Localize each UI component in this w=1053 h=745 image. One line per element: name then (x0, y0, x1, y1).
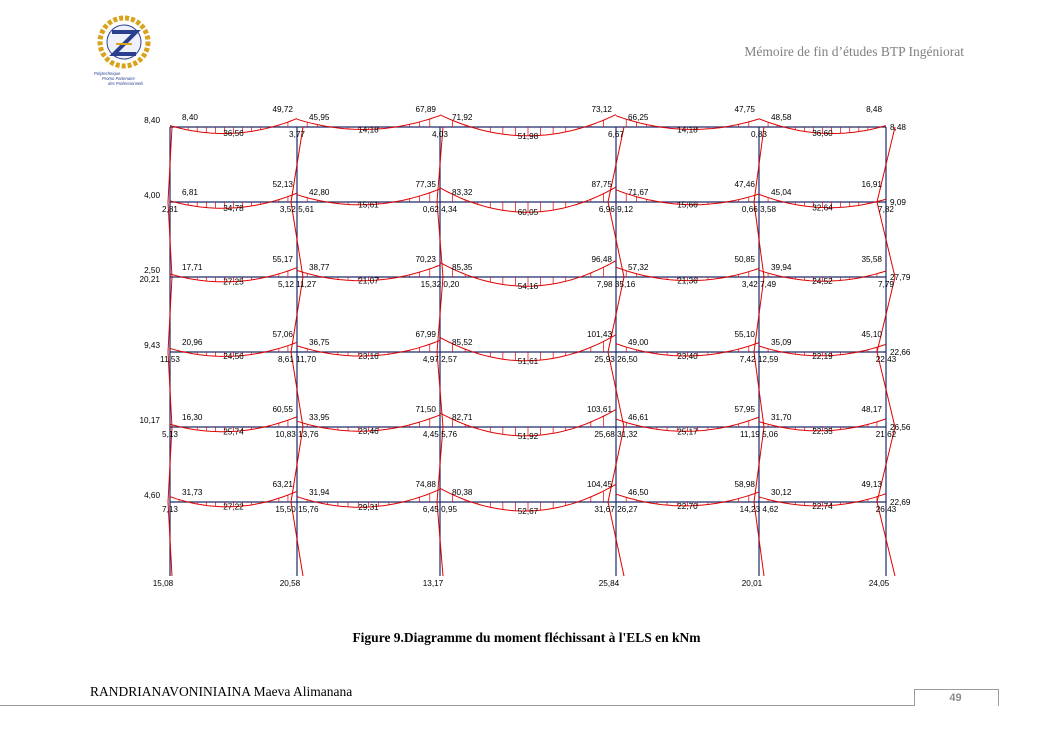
moment-value-label: 8,48 (866, 105, 882, 114)
moment-value-label: 82,71 (452, 413, 473, 422)
moment-value-label: 36,56 (223, 129, 244, 139)
moment-value-label: 31,94 (309, 488, 330, 497)
moment-value-label: 0,66 3,58 (741, 205, 777, 214)
moment-value-label: 29,31 (358, 502, 379, 512)
moment-value-label: 96,48 (591, 255, 612, 264)
moment-value-label: 58,98 (734, 480, 755, 489)
moment-value-label: 10,17 (139, 416, 160, 425)
moment-value-label: 24,56 (223, 352, 244, 362)
moment-value-label: 52,67 (517, 506, 539, 516)
moment-value-label: 34,78 (223, 203, 244, 213)
moment-value-label: 2,50 (144, 266, 160, 275)
moment-value-label: 46,50 (628, 488, 649, 497)
moment-value-label: 60,05 (517, 208, 539, 218)
moment-value-label: 32,64 (812, 203, 833, 213)
moment-value-label: 27,22 (223, 502, 244, 512)
moment-value-label: 27,25 (223, 277, 244, 287)
moment-value-label: 5,12 11,27 (277, 280, 317, 289)
moment-value-label: 0,83 (751, 130, 767, 139)
moment-value-label: 4,03 (432, 130, 448, 139)
moment-value-label: 52,13 (272, 180, 293, 189)
moment-value-label: 20,21 (139, 275, 160, 284)
moment-value-label: 14,18 (358, 125, 379, 135)
moment-value-label: 4,00 (144, 191, 160, 200)
moment-value-label: 9,09 (890, 198, 906, 207)
moment-value-label: 51,92 (517, 431, 539, 441)
moment-value-label: 45,95 (309, 113, 330, 122)
moment-value-label: 35,09 (771, 338, 792, 347)
moment-value-label: 22,74 (812, 501, 833, 511)
moment-value-label: 15,32 0,20 (420, 280, 460, 289)
moment-value-label: 48,58 (771, 113, 792, 122)
moment-value-label: 25,74 (223, 427, 244, 437)
base-moment-label: 25,84 (598, 579, 620, 588)
moment-value-label: 4,45 5,76 (422, 430, 458, 439)
moment-value-label: 38,77 (309, 263, 330, 272)
moment-value-label: 21,62 (875, 430, 897, 439)
moment-value-label: 47,46 (734, 180, 755, 189)
footer-author: RANDRIANAVONINIAINA Maeva Alimanana (90, 684, 353, 699)
moment-value-label: 22,19 (812, 351, 833, 361)
moment-value-label: 74,88 (415, 480, 436, 489)
moment-value-label: 3,77 (289, 130, 305, 139)
moment-value-label: 57,06 (272, 330, 293, 339)
moment-value-label: 23,40 (677, 351, 698, 361)
moment-value-label: 54,16 (517, 282, 539, 292)
moment-value-label: 8,40 (182, 113, 198, 122)
moment-value-label: 9,43 (144, 341, 160, 350)
moment-value-label: 4,97 2,57 (422, 355, 458, 364)
moment-value-label: 24,52 (812, 277, 833, 287)
moment-value-label: 23,46 (358, 426, 379, 436)
moment-value-label: 48,17 (861, 405, 882, 414)
moment-value-label: 57,32 (628, 263, 649, 272)
moment-value-label: 36,75 (309, 338, 330, 347)
moment-value-label: 0,62 4,34 (422, 205, 458, 214)
moment-value-label: 11,19 5,06 (739, 430, 779, 439)
figure-caption: Figure 9.Diagramme du moment fléchissant à l'ELS en kNm (352, 630, 701, 645)
moment-value-label: 67,89 (415, 105, 436, 114)
moment-value-label: 49,72 (272, 105, 293, 114)
moment-value-label: 21,36 (677, 276, 698, 286)
moment-value-label: 55,10 (734, 330, 755, 339)
moment-value-label: 6,96 9,12 (598, 205, 634, 214)
moment-value-label: 35,58 (861, 255, 882, 264)
moment-value-label: 26,56 (890, 423, 911, 432)
base-moment-label: 24,05 (868, 579, 890, 588)
moment-value-label: 31,70 (771, 413, 792, 422)
moment-value-label: 66,25 (628, 113, 649, 122)
moment-value-label: 45,10 (861, 330, 882, 339)
moment-value-label: 8,40 (144, 116, 160, 125)
footer-rule (0, 705, 915, 706)
moment-value-label: 7,79 (878, 280, 894, 289)
moment-value-label: 67,99 (415, 330, 436, 339)
moment-value-label: 30,12 (771, 488, 792, 497)
moment-value-label: 55,17 (272, 255, 293, 264)
moment-value-label: 51,98 (517, 131, 539, 141)
moment-value-label: 85,52 (452, 338, 473, 347)
moment-value-label: 6,45 0,95 (422, 505, 458, 514)
moment-value-label: 36,60 (812, 129, 833, 139)
moment-value-label: 3,42 7,49 (741, 280, 777, 289)
moment-value-label: 101,43 (586, 330, 612, 339)
moment-value-label: 15,61 (358, 200, 379, 210)
moment-value-label: 31,67 26,27 (594, 505, 638, 514)
moment-value-label: 45,04 (771, 188, 792, 197)
moment-value-label: 46,61 (628, 413, 649, 422)
logo-caption-line: Promo Partenaire (102, 76, 135, 81)
base-moment-label: 13,17 (422, 579, 444, 588)
moment-value-label: 50,85 (734, 255, 755, 264)
base-moment-label: 20,58 (279, 579, 301, 588)
moment-value-label: 10,83 13,76 (275, 430, 319, 439)
moment-value-label: 8,61 11,70 (277, 355, 317, 364)
moment-value-label: 71,92 (452, 113, 473, 122)
moment-value-label: 49,00 (628, 338, 649, 347)
moment-value-label: 73,12 (591, 105, 612, 114)
moment-value-label: 27,79 (890, 273, 911, 282)
moment-value-label: 4,60 (144, 491, 160, 500)
moment-value-label: 8,48 (890, 123, 906, 132)
moment-value-label: 42,80 (309, 188, 330, 197)
moment-value-label: 87,75 (591, 180, 612, 189)
moment-value-label: 16,30 (182, 413, 203, 422)
moment-value-label: 16,91 (861, 180, 882, 189)
moment-value-label: 21,07 (358, 276, 379, 286)
moment-value-label: 7,82 (878, 205, 894, 214)
moment-value-label: 51,61 (517, 356, 539, 366)
moment-value-label: 63,21 (272, 480, 293, 489)
logo-caption-line: des Professionnels (108, 81, 144, 86)
moment-value-label: 3,52 5,61 (279, 205, 315, 214)
moment-value-label: 7,42 12,59 (739, 355, 779, 364)
moment-value-label: 23,16 (358, 351, 379, 361)
moment-value-label: 14,23 4,62 (739, 505, 779, 514)
moment-value-label: 25,68 31,32 (594, 430, 638, 439)
moment-value-label: 80,38 (452, 488, 473, 497)
moment-value-label: 26,43 (875, 505, 897, 514)
moment-value-label: 85,35 (452, 263, 473, 272)
moment-value-label: 22,69 (890, 498, 911, 507)
logo-caption-line: Polytechnique (94, 71, 121, 76)
base-moment-label: 20,01 (741, 579, 763, 588)
moment-value-label: 104,45 (586, 480, 612, 489)
moment-value-label: 17,71 (182, 263, 203, 272)
moment-value-label: 49,13 (861, 480, 882, 489)
moment-value-label: 57,95 (734, 405, 755, 414)
moment-value-label: 5,13 (162, 430, 178, 439)
moment-value-label: 6,67 (608, 130, 624, 139)
moment-value-label: 71,67 (628, 188, 649, 197)
moment-value-label: 71,50 (415, 405, 436, 414)
header-title: Mémoire de fin d’études BTP Ingéniorat (744, 44, 964, 59)
moment-value-label: 20,96 (182, 338, 203, 347)
moment-value-label: 31,73 (182, 488, 203, 497)
moment-value-label: 14,18 (677, 125, 698, 135)
moment-value-label: 11,53 (160, 355, 180, 364)
moment-value-label: 77,35 (415, 180, 436, 189)
moment-value-label: 70,23 (415, 255, 436, 264)
moment-value-label: 22,43 (875, 355, 897, 364)
moment-value-label: 15,66 (677, 200, 698, 210)
moment-value-label: 22,35 (812, 426, 833, 436)
moment-value-label: 25,17 (677, 427, 698, 437)
moment-value-label: 7,13 (162, 505, 178, 514)
page-number: 49 (949, 692, 962, 704)
moment-value-label: 83,32 (452, 188, 473, 197)
moment-value-label: 25,93 26,50 (594, 355, 638, 364)
moment-value-label: 22,66 (890, 348, 911, 357)
moment-value-label: 6,81 (182, 188, 198, 197)
moment-value-label: 103,61 (586, 405, 612, 414)
moment-value-label: 22,70 (677, 501, 698, 511)
base-moment-label: 15,08 (152, 579, 174, 588)
moment-value-label: 2,81 (162, 205, 178, 214)
moment-value-label: 7,98 35,16 (596, 280, 636, 289)
moment-value-label: 15,50 15,76 (275, 505, 319, 514)
moment-value-label: 47,75 (734, 105, 755, 114)
moment-value-label: 39,94 (771, 263, 792, 272)
moment-value-label: 33,95 (309, 413, 330, 422)
moment-value-label: 60,55 (272, 405, 293, 414)
